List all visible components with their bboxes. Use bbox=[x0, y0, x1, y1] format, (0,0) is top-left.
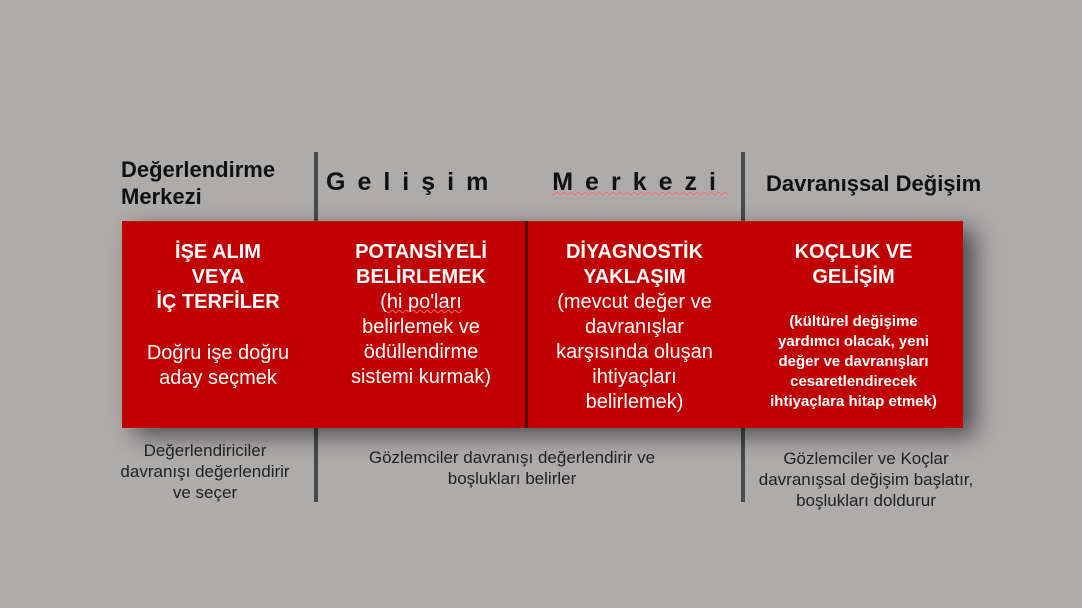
box-title: İŞE ALIM VEYA İÇ TERFİLER bbox=[156, 241, 280, 313]
footer-middle: Gözlemciler davranışı değerlendirir ve boşlukları belirler bbox=[368, 448, 656, 488]
header-development-center bbox=[326, 168, 728, 197]
box-potential bbox=[318, 221, 524, 428]
header-behavioral-change: Davranışsal Değişim bbox=[766, 171, 982, 196]
header-development-word2: Merkezi bbox=[552, 168, 728, 196]
hipo-term: hi po'ları bbox=[386, 291, 462, 313]
box-body: (hi po'ları belirlemek ve ödüllendirme sistemi kurmak) bbox=[350, 291, 491, 388]
box-body: (kültürel değişime yardımcı olacak, yeni değer ve davranışları cesaretlendirecek ihtiyaçlara hitap etmek) bbox=[770, 313, 937, 410]
footer-left: Değerlendiriciler davranışı değerlendirir ve seçer bbox=[120, 441, 290, 502]
footer-right: Gözlemciler ve Koçlar davranışsal değişim başlatır, boşlukları doldurur bbox=[758, 449, 974, 510]
box-recruitment bbox=[122, 221, 314, 428]
box-title: KOÇLUK VE GELİŞİM bbox=[794, 241, 913, 288]
header-assessment-center: Değerlendirme Merkezi bbox=[121, 157, 276, 209]
header-development-word1: Gelişim bbox=[326, 168, 501, 196]
box-diagnostic bbox=[528, 221, 741, 428]
box-body: Doğru işe doğru aday seçmek bbox=[146, 342, 290, 389]
box-body: (mevcut değer ve davranışlar karşısında oluşan ihtiyaçları belirlemek) bbox=[556, 291, 713, 413]
box-title: DİYAGNOSTİK YAKLAŞIM bbox=[565, 241, 704, 288]
box-title: POTANSİYELİ BELİRLEMEK bbox=[355, 241, 487, 288]
box-coaching bbox=[744, 221, 963, 428]
stage-band bbox=[122, 221, 963, 428]
